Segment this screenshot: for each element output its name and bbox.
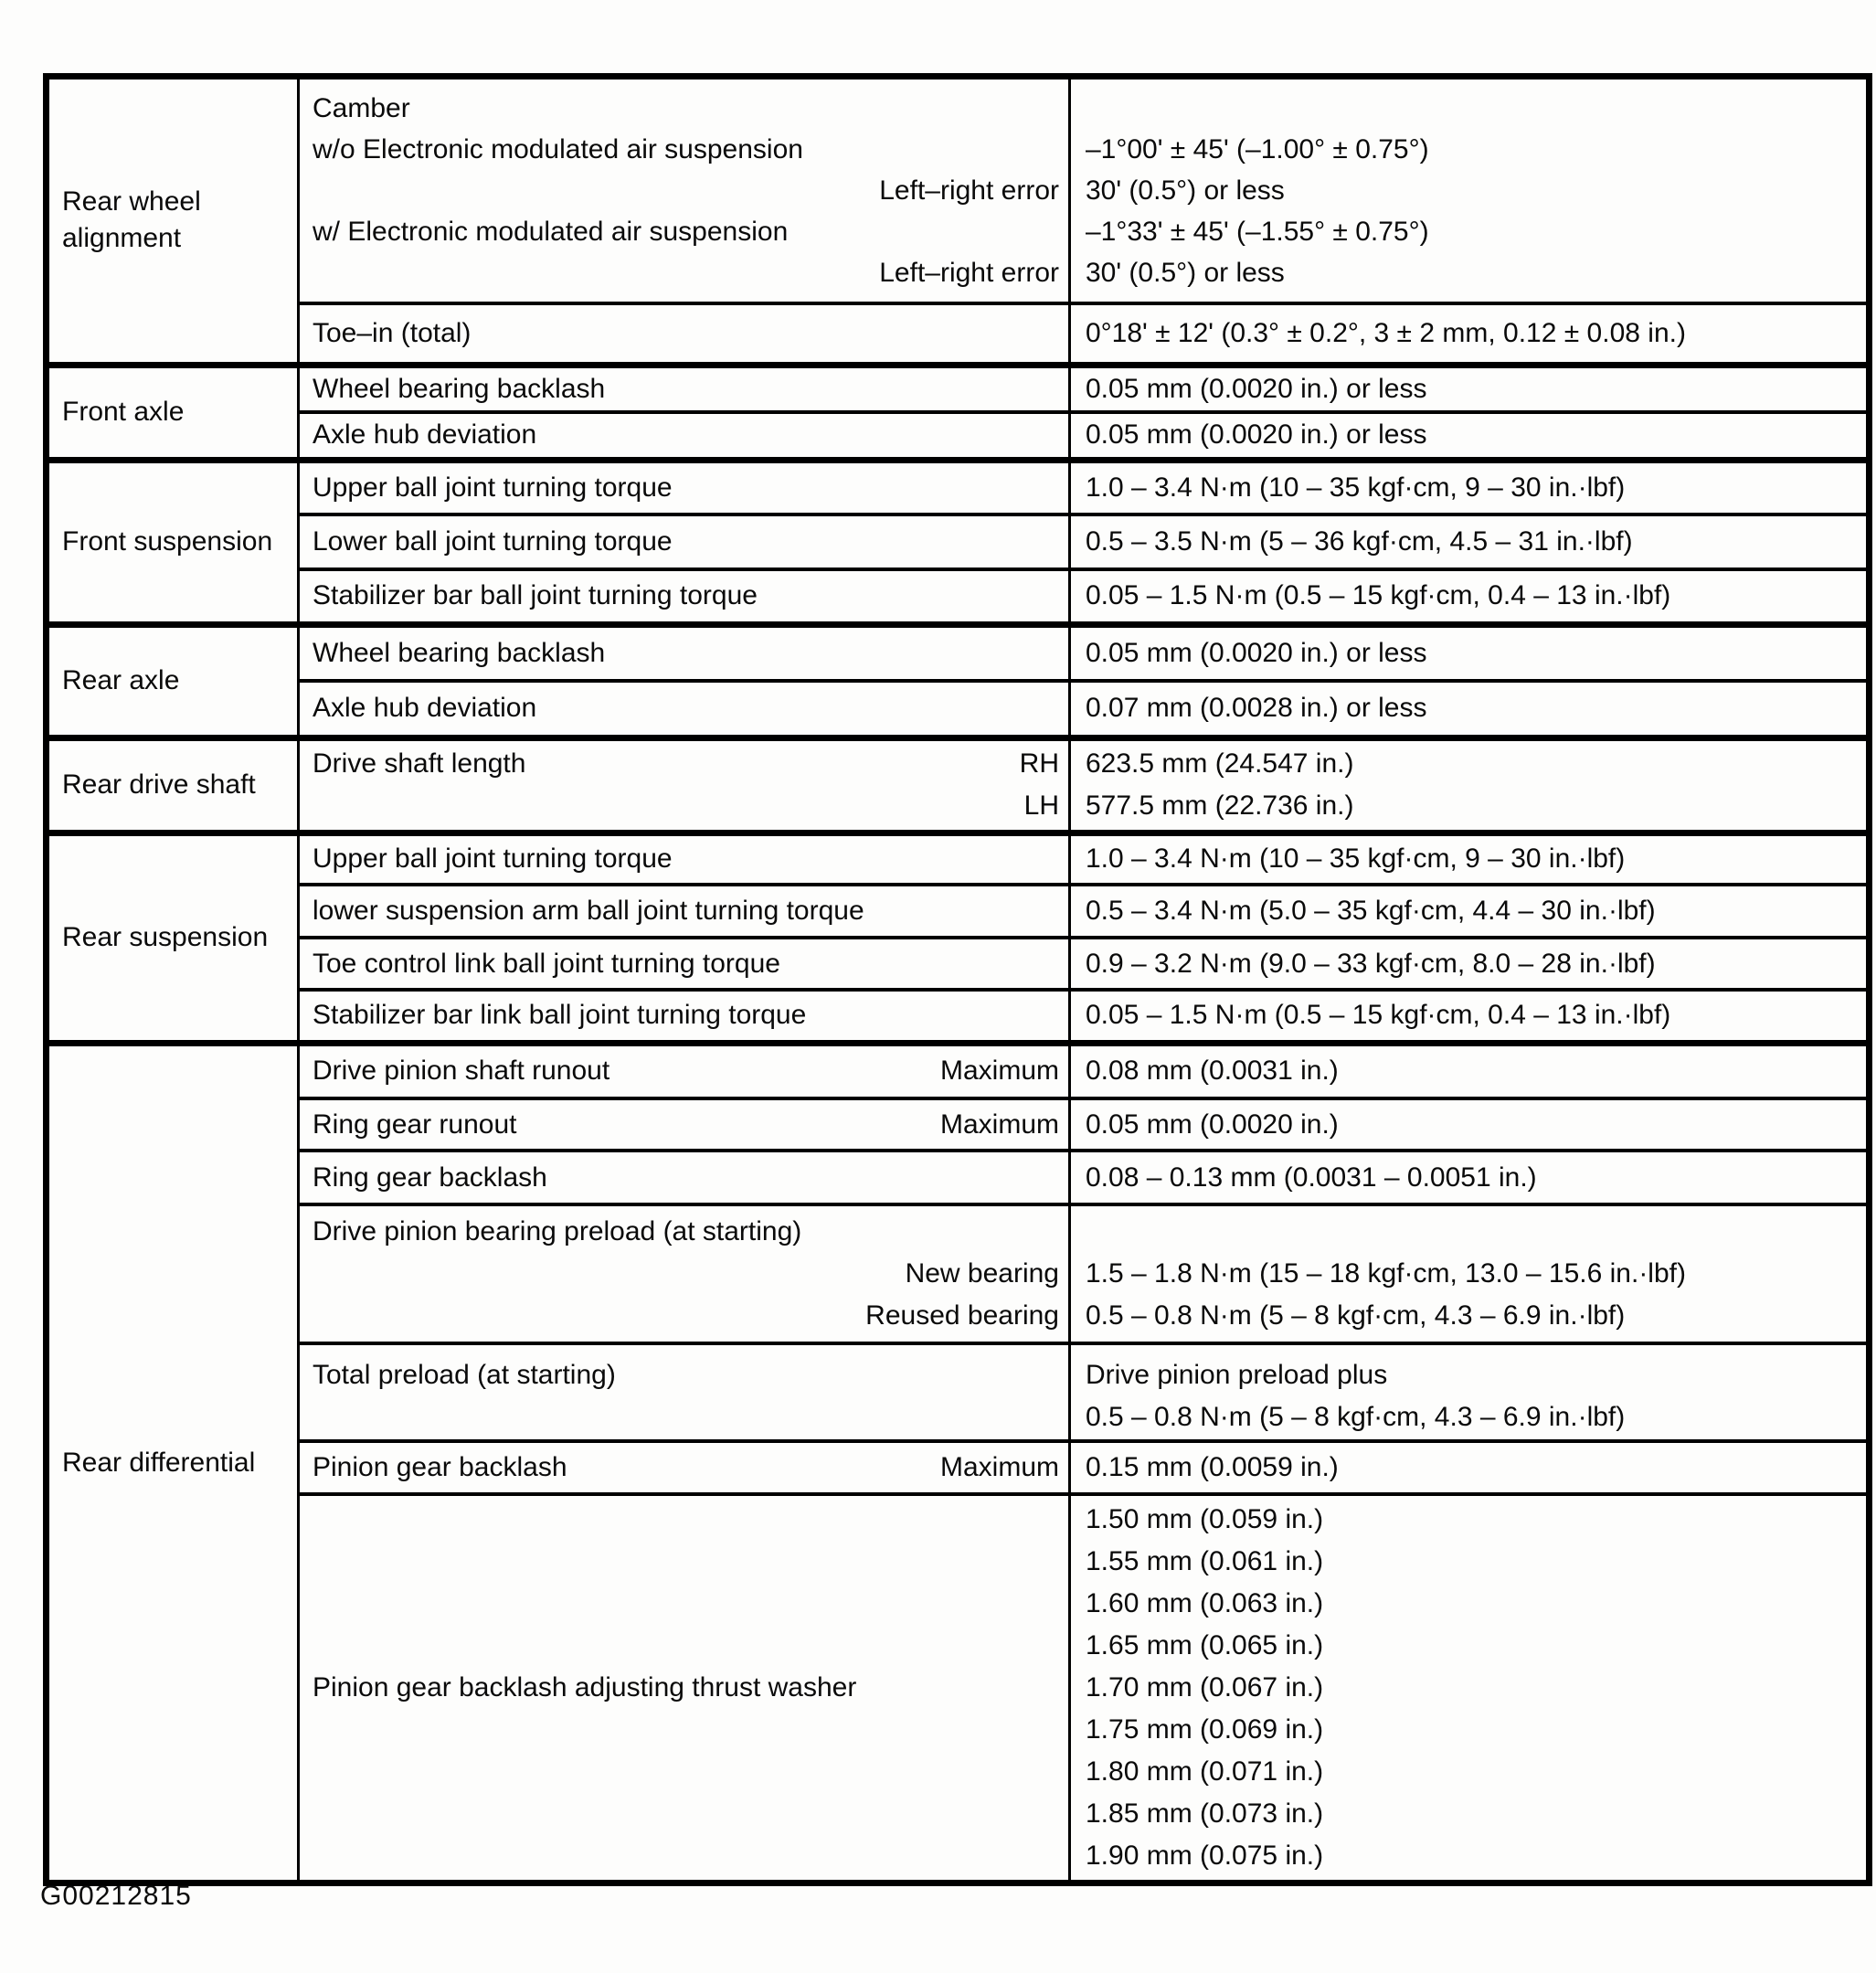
spec-value: 1.0 – 3.4 N·m (10 – 35 kgf·cm, 9 – 30 in.·lbf) — [1086, 472, 1626, 503]
spec-value: 0.08 mm (0.0031 in.) — [1086, 1055, 1339, 1087]
spec-label: Ring gear backlash — [313, 1162, 547, 1193]
spec-qualifier: Maximum — [939, 1055, 1059, 1087]
spec-row — [299, 833, 1070, 885]
spec-label: Stabilizer bar ball joint turning torque — [313, 580, 758, 611]
spec-qualifier: Maximum — [939, 1452, 1059, 1482]
spec-value: 0.15 mm (0.0059 in.) — [1086, 1452, 1339, 1482]
spec-value: 1.90 mm (0.075 in.) — [1086, 1840, 1324, 1871]
spec-value: 0.05 mm (0.0020 in.) or less — [1086, 637, 1427, 668]
spec-qualifier: Left–right error — [879, 175, 1059, 206]
spec-value: 0°18' ± 12' (0.3° ± 0.2°, 3 ± 2 mm, 0.12 ± 0.08 in.) — [1086, 317, 1686, 348]
spec-value: 1.50 mm (0.059 in.) — [1086, 1504, 1324, 1534]
spec-row — [299, 624, 1070, 681]
spec-label: Axle hub deviation — [313, 419, 537, 451]
preload-label-cell — [299, 1204, 1070, 1343]
spec-row — [1070, 514, 1870, 569]
camber-value-cell — [1070, 77, 1870, 304]
spec-value: 0.05 mm (0.0020 in.) — [1086, 1108, 1339, 1140]
spec-value: 1.0 – 3.4 N·m (10 – 35 kgf·cm, 9 – 30 in.·lbf) — [1086, 843, 1626, 875]
spec-row — [299, 885, 1070, 938]
spec-label: Drive pinion bearing preload (at starting) — [313, 1216, 802, 1246]
spec-value: 0.5 – 0.8 N·m (5 – 8 kgf·cm, 4.3 – 6.9 in.·lbf) — [1086, 1402, 1626, 1432]
spec-qualifier: Reused bearing — [865, 1300, 1059, 1331]
spec-value: 577.5 mm (22.736 in.) — [1086, 790, 1354, 821]
spec-label: Drive pinion shaft runout — [313, 1055, 610, 1087]
spec-label: Pinion gear backlash — [313, 1452, 567, 1482]
spec-label: Ring gear runout — [313, 1108, 517, 1140]
spec-row — [299, 365, 1070, 412]
spec-value: 0.9 – 3.2 N·m (9.0 – 33 kgf·cm, 8.0 – 28 in.·lbf) — [1086, 948, 1656, 979]
spec-label: Upper ball joint turning torque — [313, 472, 673, 503]
section-label-front-suspension: Front suspension — [47, 460, 299, 624]
spec-qualifier: Maximum — [939, 1108, 1059, 1140]
spec-value: 0.07 mm (0.0028 in.) or less — [1086, 693, 1427, 724]
spec-value: –1°00' ± 45' (–1.00° ± 0.75°) — [1086, 134, 1429, 164]
spec-label: Toe–in (total) — [313, 317, 472, 348]
section-label-rear-wheel-alignment: Rear wheel alignment — [47, 77, 299, 366]
spec-qualifier: LH — [1023, 790, 1059, 821]
spec-row — [1070, 624, 1870, 681]
spec-label: Wheel bearing backlash — [313, 637, 606, 668]
spec-value: 0.5 – 3.5 N·m (5 – 36 kgf·cm, 4.5 – 31 in.·lbf) — [1086, 526, 1633, 557]
spec-row — [299, 514, 1070, 569]
spec-value: 0.05 – 1.5 N·m (0.5 – 15 kgf·cm, 0.4 – 13 in.·lbf) — [1086, 580, 1671, 611]
spec-value: 1.65 mm (0.065 in.) — [1086, 1630, 1324, 1660]
spec-row — [299, 1343, 1070, 1441]
spec-row — [1070, 1151, 1870, 1204]
spec-label: lower suspension arm ball joint turning torque — [313, 896, 864, 926]
spec-label: Upper ball joint turning torque — [313, 843, 673, 875]
spec-value: 0.05 – 1.5 N·m (0.5 – 15 kgf·cm, 0.4 – 13 in.·lbf) — [1086, 1000, 1671, 1031]
spec-row — [1070, 1441, 1870, 1494]
spec-row — [1070, 460, 1870, 514]
spec-row — [1070, 412, 1870, 460]
spec-value: 1.85 mm (0.073 in.) — [1086, 1798, 1324, 1829]
spec-value: 0.05 mm (0.0020 in.) or less — [1086, 419, 1427, 451]
spec-value: 30' (0.5°) or less — [1086, 175, 1285, 206]
spec-qualifier: Left–right error — [879, 258, 1059, 288]
spec-label: Toe control link ball joint turning torque — [313, 948, 780, 979]
spec-row — [299, 569, 1070, 624]
section-label-rear-axle: Rear axle — [47, 624, 299, 737]
spec-row — [299, 990, 1070, 1043]
spec-label: Pinion gear backlash adjusting thrust washer — [313, 1672, 857, 1703]
spec-row — [1070, 1098, 1870, 1151]
spec-row — [1070, 1343, 1870, 1441]
washer-value-cell — [1070, 1494, 1870, 1883]
spec-row — [1070, 681, 1870, 737]
spec-row — [1070, 303, 1870, 365]
spec-label: Stabilizer bar link ball joint turning torque — [313, 1000, 807, 1031]
spec-value: 0.5 – 3.4 N·m (5.0 – 35 kgf·cm, 4.4 – 30 in.·lbf) — [1086, 896, 1656, 926]
spec-value: 0.08 – 0.13 mm (0.0031 – 0.0051 in.) — [1086, 1162, 1537, 1193]
spec-label: w/ Electronic modulated air suspension — [313, 217, 789, 247]
spec-value: –1°33' ± 45' (–1.55° ± 0.75°) — [1086, 217, 1429, 247]
camber-label-cell — [299, 77, 1070, 304]
spec-row — [299, 1494, 1070, 1883]
spec-qualifier: New bearing — [905, 1258, 1059, 1289]
spec-value: Drive pinion preload plus — [1086, 1360, 1388, 1390]
spec-qualifier: RH — [1019, 748, 1059, 779]
spec-value: 1.55 mm (0.061 in.) — [1086, 1546, 1324, 1576]
spec-value: 623.5 mm (24.547 in.) — [1086, 748, 1354, 779]
spec-row — [1070, 885, 1870, 938]
spec-row — [1070, 990, 1870, 1043]
section-label-rear-suspension: Rear suspension — [47, 833, 299, 1043]
figure-id: G00212815 — [40, 1881, 192, 1911]
spec-row — [1070, 938, 1870, 990]
spec-label: w/o Electronic modulated air suspension — [313, 134, 803, 164]
spec-row — [299, 303, 1070, 365]
preload-value-cell — [1070, 1204, 1870, 1343]
drive-shaft-label-cell — [299, 737, 1070, 833]
spec-value: 1.70 mm (0.067 in.) — [1086, 1672, 1324, 1703]
spec-label: Camber — [313, 93, 410, 123]
spec-row — [299, 1098, 1070, 1151]
spec-row — [299, 412, 1070, 460]
spec-row — [1070, 1043, 1870, 1098]
spacer — [1086, 88, 1859, 129]
section-label-rear-drive-shaft: Rear drive shaft — [47, 737, 299, 833]
spec-row — [1070, 833, 1870, 885]
spec-row — [299, 938, 1070, 990]
spec-label: Wheel bearing backlash — [313, 373, 606, 404]
spec-label: Axle hub deviation — [313, 693, 537, 724]
spec-label: Drive shaft length — [313, 748, 526, 779]
drive-shaft-value-cell — [1070, 737, 1870, 833]
spec-value: 1.80 mm (0.071 in.) — [1086, 1756, 1324, 1787]
specifications-table — [43, 73, 1872, 1886]
spec-row — [1070, 569, 1870, 624]
spacer — [1086, 1211, 1859, 1253]
section-label-rear-differential: Rear differential — [47, 1043, 299, 1883]
section-label-front-axle: Front axle — [47, 365, 299, 460]
spec-row — [299, 460, 1070, 514]
spec-row — [299, 681, 1070, 737]
spec-row — [299, 1441, 1070, 1494]
spec-value: 1.5 – 1.8 N·m (15 – 18 kgf·cm, 13.0 – 15.6 in.·lbf) — [1086, 1258, 1686, 1289]
spec-value: 0.05 mm (0.0020 in.) or less — [1086, 373, 1427, 404]
spec-row — [1070, 365, 1870, 412]
spec-row — [299, 1151, 1070, 1204]
spec-value: 1.75 mm (0.069 in.) — [1086, 1714, 1324, 1745]
spec-value: 1.60 mm (0.063 in.) — [1086, 1588, 1324, 1618]
spec-label: Lower ball joint turning torque — [313, 526, 673, 557]
spec-label: Total preload (at starting) — [313, 1360, 616, 1390]
spec-value: 0.5 – 0.8 N·m (5 – 8 kgf·cm, 4.3 – 6.9 in.·lbf) — [1086, 1300, 1626, 1331]
spec-row — [299, 1043, 1070, 1098]
spec-value: 30' (0.5°) or less — [1086, 258, 1285, 288]
